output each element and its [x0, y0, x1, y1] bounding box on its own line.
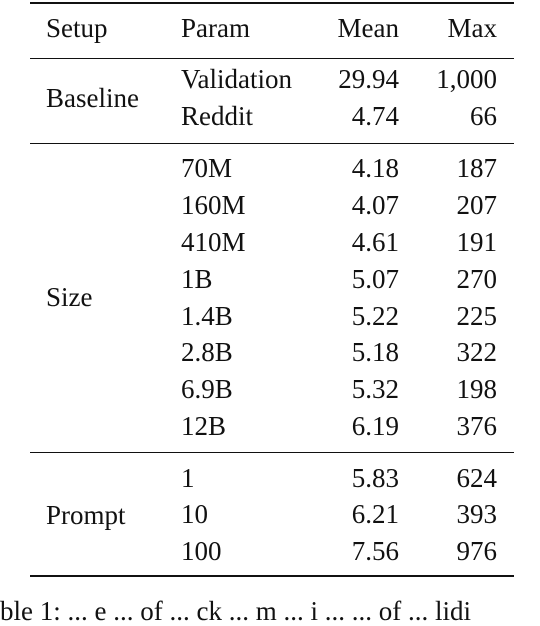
table-cell-param: Validation [181, 64, 292, 94]
table-cell-mean: 6.19 [351, 411, 399, 441]
table-cell-max: 66 [470, 101, 497, 131]
header-mean: Mean [337, 13, 399, 43]
table-cell-max: 270 [456, 264, 497, 294]
table-cell-mean: 4.18 [351, 153, 399, 183]
table-cell-param: Reddit [181, 101, 253, 131]
table-caption: ble 1: ... e ... of ... ck ... m ... i ... ... of ... lidi [0, 596, 471, 626]
table-cell-max: 225 [456, 301, 497, 331]
table-cell-param: 70M [181, 153, 233, 183]
table-cell-param: 1 [181, 463, 195, 493]
table-cell-mean: 29.94 [338, 64, 399, 94]
table-cell-mean: 7.56 [351, 536, 399, 566]
table-cell-max: 976 [456, 536, 497, 566]
header-max: Max [447, 13, 497, 43]
table-cell-param: 6.9B [181, 374, 233, 404]
group-rule [30, 143, 514, 144]
header-param: Param [181, 13, 250, 43]
table-cell-max: 624 [456, 463, 497, 493]
header-rule [30, 58, 514, 59]
table-cell-param: 2.8B [181, 337, 233, 367]
table-cell-mean: 5.07 [351, 264, 399, 294]
table-cell-param: 160M [181, 190, 246, 220]
table-cell-mean: 5.22 [351, 301, 399, 331]
table-cell-max: 322 [456, 337, 497, 367]
table-cell-mean: 5.83 [351, 463, 399, 493]
group-label-baseline: Baseline [46, 83, 139, 113]
table-cell-max: 393 [456, 499, 497, 529]
table-cell-mean: 4.61 [351, 227, 399, 257]
top-rule [30, 2, 514, 4]
header-setup: Setup [46, 13, 108, 43]
table-cell-mean: 6.21 [351, 499, 399, 529]
bottom-rule [30, 575, 514, 577]
table-cell-max: 198 [456, 374, 497, 404]
group-rule [30, 452, 514, 453]
table-cell-param: 1B [181, 264, 213, 294]
table-cell-mean: 5.32 [351, 374, 399, 404]
group-label-prompt: Prompt [46, 500, 126, 530]
table-cell-param: 10 [181, 499, 208, 529]
table-cell-max: 187 [456, 153, 497, 183]
table-cell-mean: 4.07 [351, 190, 399, 220]
table-cell-param: 1.4B [181, 301, 233, 331]
table-cell-max: 191 [456, 227, 497, 257]
table-cell-param: 410M [181, 227, 246, 257]
table-cell-param: 12B [181, 411, 227, 441]
table-cell-mean: 4.74 [351, 101, 399, 131]
table-cell-max: 376 [456, 411, 497, 441]
table-cell-max: 1,000 [436, 64, 497, 94]
table-cell-mean: 5.18 [351, 337, 399, 367]
group-label-size: Size [46, 282, 93, 312]
table-cell-param: 100 [181, 536, 222, 566]
table-cell-max: 207 [456, 190, 497, 220]
